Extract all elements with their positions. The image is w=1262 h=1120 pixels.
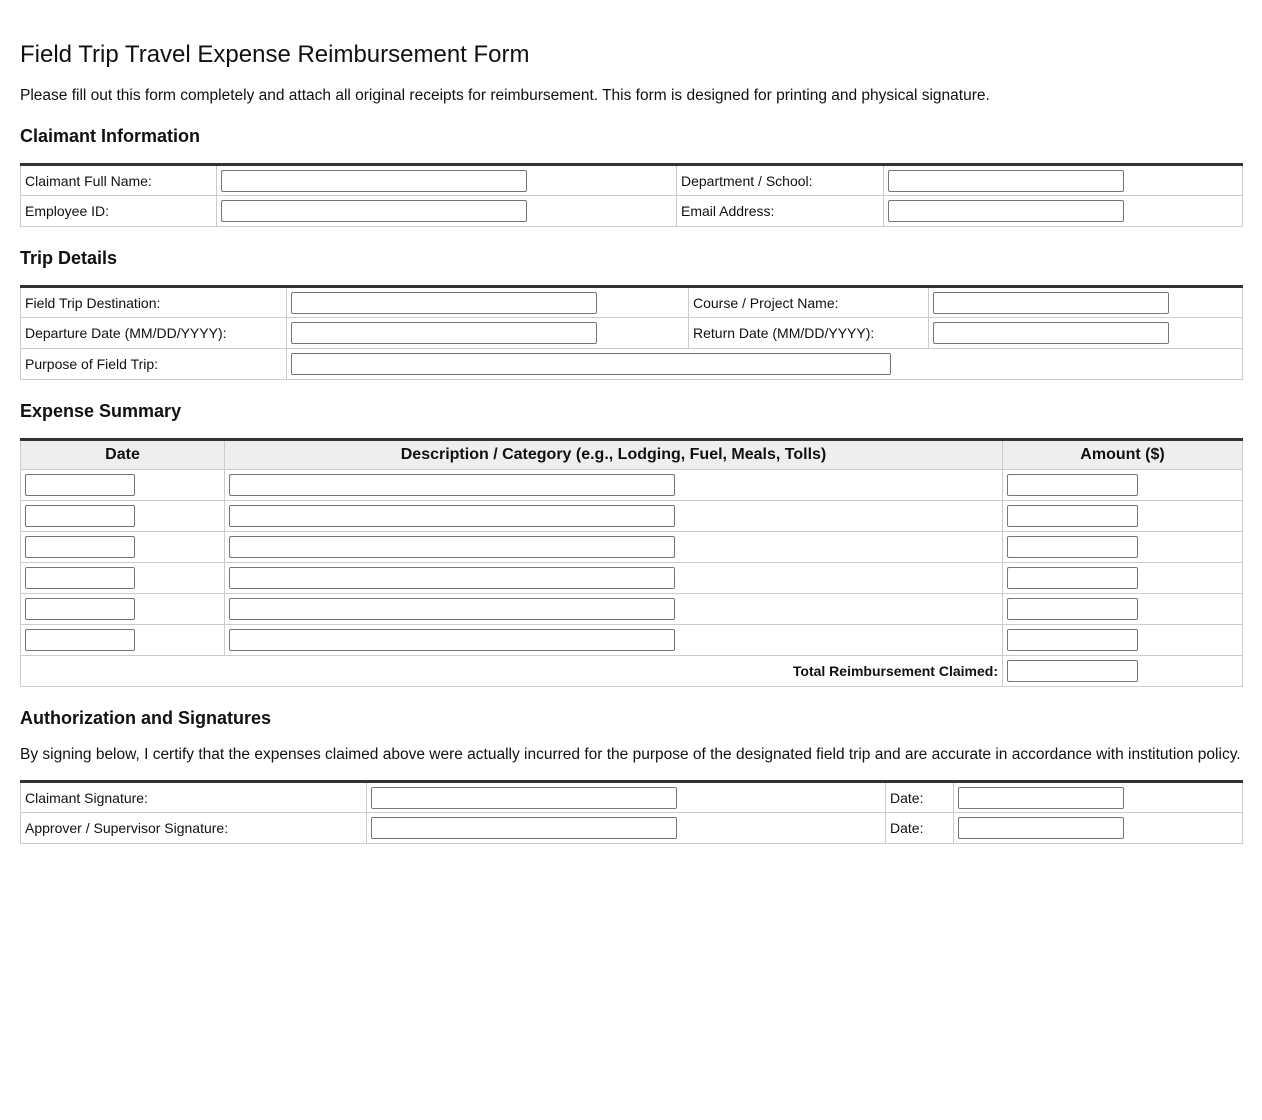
- expense-amount-cell: [1003, 625, 1243, 656]
- intro-text: Please fill out this form completely and attach all original receipts for reimbursement. This form is designed for printing and physical signature.: [20, 87, 990, 104]
- claimant-signature-input[interactable]: [371, 787, 677, 809]
- trip-heading: Trip Details: [20, 248, 118, 268]
- expense-description-input[interactable]: [229, 505, 675, 527]
- department-input[interactable]: [888, 170, 1124, 192]
- course-input[interactable]: [933, 292, 1169, 314]
- claimant-row: [21, 165, 1243, 196]
- expense-date-input[interactable]: [25, 505, 135, 527]
- expense-description-input[interactable]: [229, 598, 675, 620]
- expense-row: [21, 563, 1243, 594]
- claimant-date-input[interactable]: [958, 787, 1124, 809]
- trip-table: [20, 285, 1243, 380]
- expense-row: [21, 501, 1243, 532]
- expense-total-row: [21, 656, 1243, 687]
- departure-cell: [287, 318, 689, 349]
- full-name-input[interactable]: [221, 170, 527, 192]
- expense-description-cell: [225, 532, 1003, 563]
- trip-row: [21, 287, 1243, 318]
- expense-date-cell: [21, 501, 225, 532]
- authorization-heading: Authorization and Signatures: [20, 708, 272, 728]
- expense-date-input[interactable]: [25, 567, 135, 589]
- claimant-signature-cell: [367, 782, 886, 813]
- department-cell: [884, 165, 1243, 196]
- purpose-label: Purpose of Field Trip:: [21, 349, 287, 380]
- expense-header-row: [21, 440, 1243, 470]
- employee-id-input[interactable]: [221, 200, 527, 222]
- return-date-input[interactable]: [933, 322, 1169, 344]
- expense-row: [21, 470, 1243, 501]
- return-cell: [929, 318, 1243, 349]
- expense-amount-input[interactable]: [1007, 505, 1138, 527]
- expense-description-cell: [225, 501, 1003, 532]
- departure-date-input[interactable]: [291, 322, 597, 344]
- expense-date-cell: [21, 625, 225, 656]
- approver-signature-input[interactable]: [371, 817, 677, 839]
- approver-date-cell: [954, 813, 1243, 844]
- approver-date-label: Date:: [886, 813, 954, 844]
- approver-signature-cell: [367, 813, 886, 844]
- expense-date-input[interactable]: [25, 536, 135, 558]
- expense-row: [21, 532, 1243, 563]
- approver-date-input[interactable]: [958, 817, 1124, 839]
- expense-description-input[interactable]: [229, 536, 675, 558]
- employee-id-label: Employee ID:: [21, 196, 217, 227]
- departure-label: Departure Date (MM/DD/YYYY):: [21, 318, 287, 349]
- expense-amount-cell: [1003, 470, 1243, 501]
- expense-amount-input[interactable]: [1007, 567, 1138, 589]
- expense-description-cell: [225, 625, 1003, 656]
- expense-amount-cell: [1003, 594, 1243, 625]
- destination-label: Field Trip Destination:: [21, 287, 287, 318]
- signature-row: [21, 813, 1243, 844]
- signature-row: [21, 782, 1243, 813]
- destination-input[interactable]: [291, 292, 597, 314]
- expense-date-cell: [21, 532, 225, 563]
- page-title: Field Trip Travel Expense Reimbursement Form: [20, 41, 530, 68]
- claimant-date-label: Date:: [886, 782, 954, 813]
- course-label: Course / Project Name:: [689, 287, 929, 318]
- approver-signature-label: Approver / Supervisor Signature:: [21, 813, 367, 844]
- total-amount-input[interactable]: [1007, 660, 1138, 682]
- expense-table: [20, 438, 1243, 687]
- expense-amount-input[interactable]: [1007, 474, 1138, 496]
- expense-date-cell: [21, 563, 225, 594]
- expense-date-cell: [21, 470, 225, 501]
- full-name-label: Claimant Full Name:: [21, 165, 217, 196]
- claimant-table: [20, 163, 1243, 227]
- expense-heading: Expense Summary: [20, 401, 182, 421]
- expense-amount-cell: [1003, 501, 1243, 532]
- expense-date-input[interactable]: [25, 598, 135, 620]
- email-input[interactable]: [888, 200, 1124, 222]
- full-name-cell: [217, 165, 677, 196]
- expense-description-input[interactable]: [229, 474, 675, 496]
- destination-cell: [287, 287, 689, 318]
- expense-row: [21, 594, 1243, 625]
- return-label: Return Date (MM/DD/YYYY):: [689, 318, 929, 349]
- purpose-input[interactable]: [291, 353, 891, 375]
- purpose-cell: [287, 349, 1243, 380]
- expense-date-cell: [21, 594, 225, 625]
- trip-row: [21, 349, 1243, 380]
- claimant-row: [21, 196, 1243, 227]
- claimant-signature-label: Claimant Signature:: [21, 782, 367, 813]
- expense-date-input[interactable]: [25, 629, 135, 651]
- expense-description-input[interactable]: [229, 629, 675, 651]
- expense-description-input[interactable]: [229, 567, 675, 589]
- trip-row: [21, 318, 1243, 349]
- expense-amount-input[interactable]: [1007, 598, 1138, 620]
- expense-amount-input[interactable]: [1007, 536, 1138, 558]
- total-label: Total Reimbursement Claimed:: [21, 656, 1003, 687]
- signature-table: [20, 780, 1243, 844]
- expense-description-cell: [225, 470, 1003, 501]
- course-cell: [929, 287, 1243, 318]
- expense-amount-input[interactable]: [1007, 629, 1138, 651]
- expense-description-cell: [225, 563, 1003, 594]
- email-cell: [884, 196, 1243, 227]
- department-label: Department / School:: [677, 165, 884, 196]
- claimant-date-cell: [954, 782, 1243, 813]
- email-label: Email Address:: [677, 196, 884, 227]
- expense-date-input[interactable]: [25, 474, 135, 496]
- description-column-header: Description / Category (e.g., Lodging, Fuel, Meals, Tolls): [225, 440, 1003, 470]
- expense-row: [21, 625, 1243, 656]
- date-column-header: Date: [21, 440, 225, 470]
- total-amount-cell: [1003, 656, 1243, 687]
- employee-id-cell: [217, 196, 677, 227]
- expense-description-cell: [225, 594, 1003, 625]
- claimant-heading: Claimant Information: [20, 126, 201, 146]
- expense-amount-cell: [1003, 532, 1243, 563]
- amount-column-header: Amount ($): [1003, 440, 1243, 470]
- expense-amount-cell: [1003, 563, 1243, 594]
- certification-text: By signing below, I certify that the expenses claimed above were actually incurred for the purpose of the designated field trip and are accurate in accordance with institution policy.: [20, 746, 1241, 763]
